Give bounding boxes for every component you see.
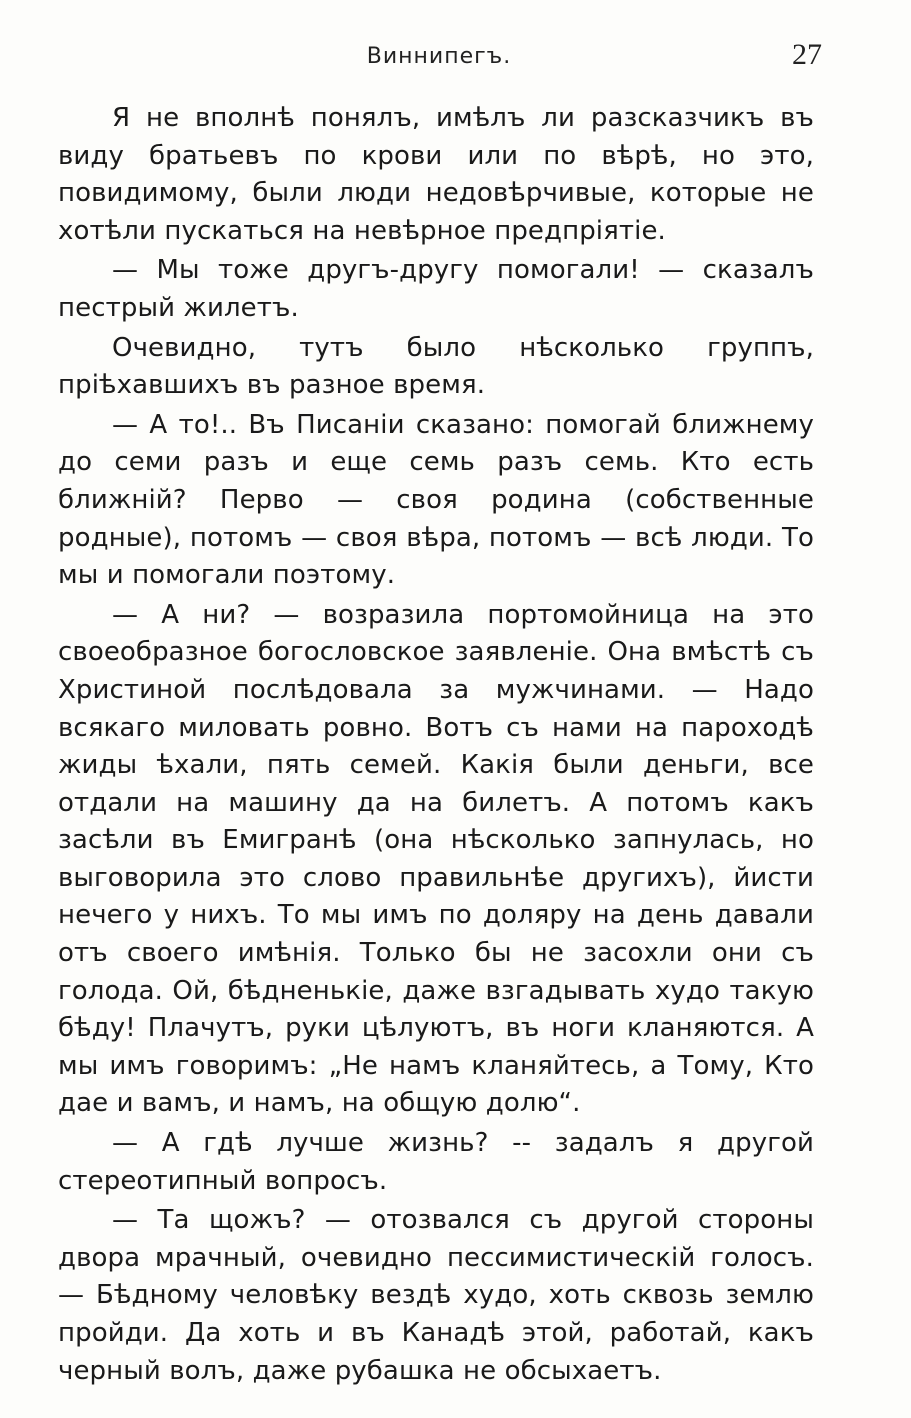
paragraph: — А то!.. Въ Писаніи сказано: помогай ближнему до семи разъ и еще семь разъ семь. Кто есть ближній? Перво — своя родина (собственные родные), потомъ — своя вѣра, потомъ — всѣ люди. То мы и помогали поэтому.	[58, 409, 814, 591]
paragraph: — А ни? — возразила портомойница на это своеобразное богословское заявленіе. Она вмѣстѣ съ Христиной послѣдовала за мужчинами. — Надо всякаго миловать ровно. Вотъ съ нами на пароходѣ жиды ѣхали, пять семей. Какія были деньги, все отдали на машину да на билетъ. А потомъ какъ засѣли въ Емигранѣ (она нѣсколько запнулась, но выговорила это слово правильнѣе другихъ), йисти нечего у нихъ. То мы имъ по доляру на день давали отъ своего имѣнія. Только бы не засохли они съ голода. Ой, бѣдненькіе, даже взгадывать худо такую бѣду! Плачутъ, руки цѣлуютъ, въ ноги кланяются. А мы имъ говоримъ: „Не намъ кланяйтесь, а Тому, Кто дае и вамъ, и намъ, на общую долю“.	[58, 599, 814, 1119]
paragraph: Очевидно, тутъ было нѣсколько группъ, пріѣхавшихъ въ разное время.	[58, 332, 814, 401]
body-text	[58, 100, 814, 1390]
running-header	[56, 38, 822, 78]
paragraph: — Та щожъ? — отозвался съ другой стороны двора мрачный, очевидно пессимистическій голосъ. — Бѣдному человѣку вездѣ худо, хоть сквозь землю пройди. Да хоть и въ Канадѣ этой, работай, какъ черный волъ, даже рубашка не обсыхаетъ.	[58, 1205, 814, 1386]
running-title: Виннипегъ.	[366, 44, 512, 69]
paragraph: Я не вполнѣ понялъ, имѣлъ ли разсказчикъ въ виду братьевъ по крови или по вѣрѣ, но это, повидимому, были люди недовѣрчивые, которые не хотѣли пускаться на невѣрное предпріятіе.	[58, 103, 814, 246]
paragraph: — А гдѣ лучше жизнь? -- задалъ я другой стереотипный вопросъ.	[58, 1128, 814, 1196]
paragraph: — Мы тоже другъ-другу помогали! — сказалъ пестрый жилетъ.	[58, 255, 814, 323]
page-number: 27	[792, 38, 822, 71]
